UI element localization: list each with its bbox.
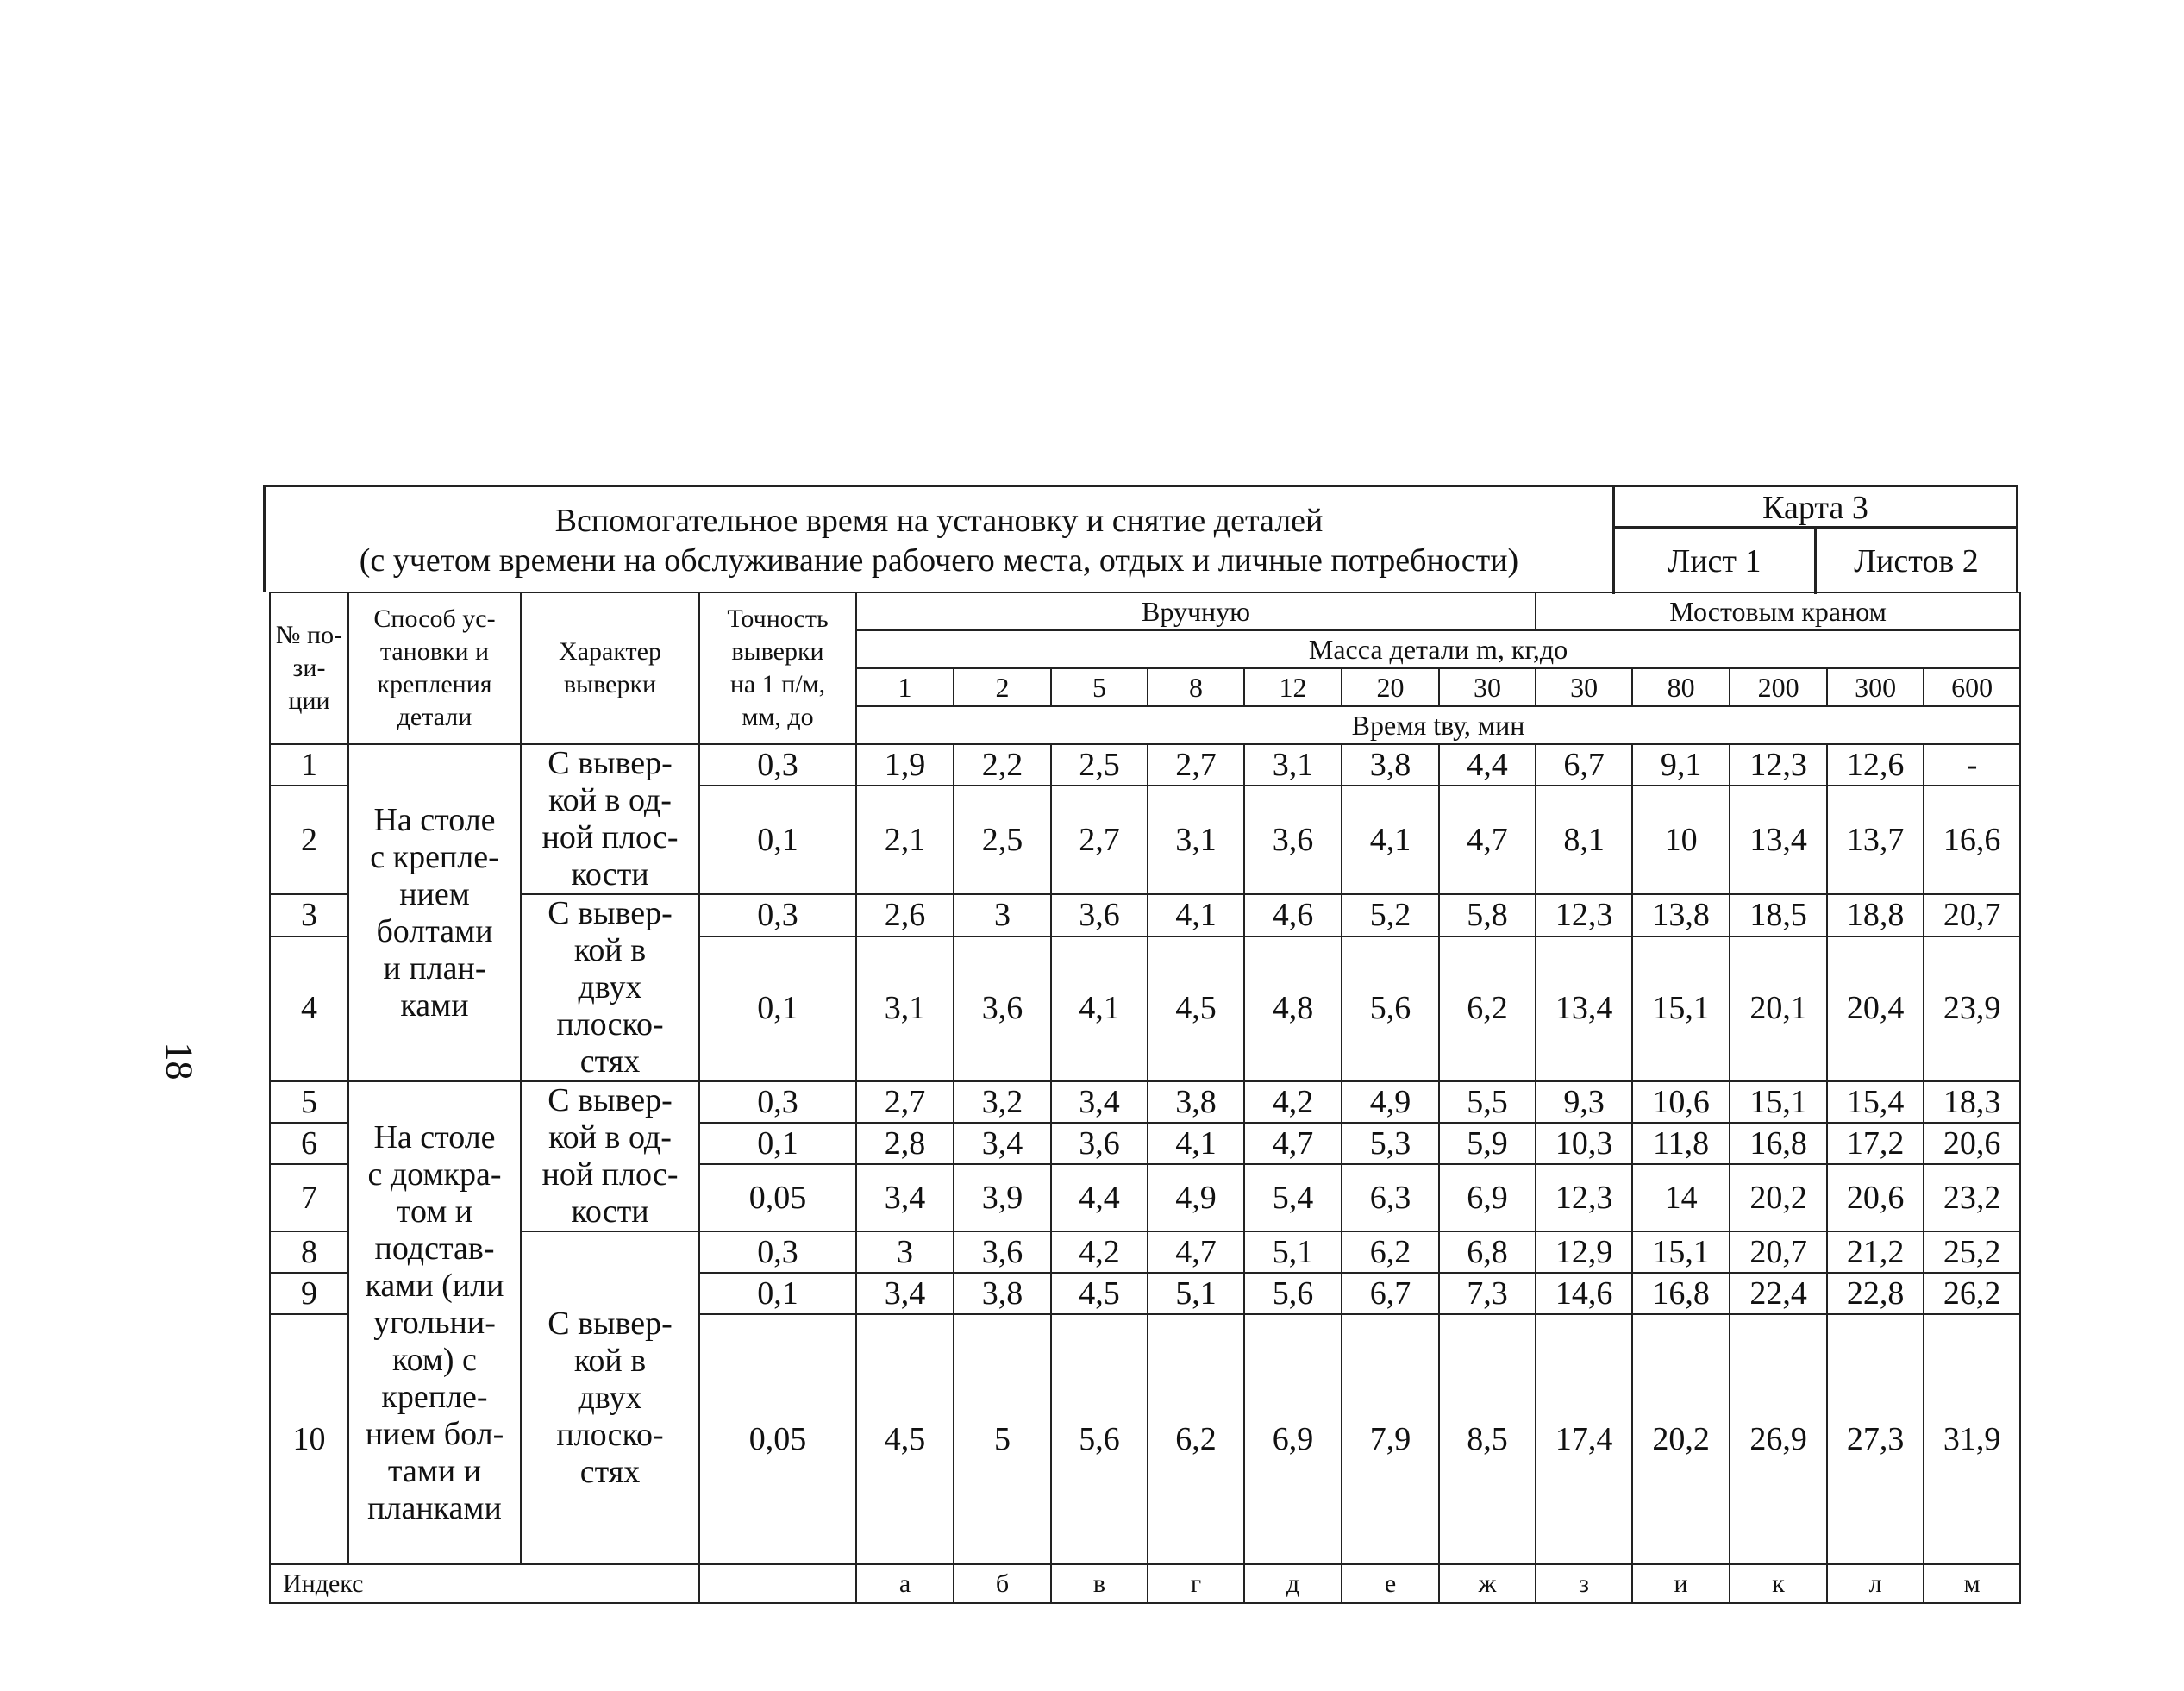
time-value-cell: 14: [1632, 1164, 1730, 1231]
position-cell: 6: [270, 1123, 348, 1164]
time-value-cell: 3,6: [1244, 786, 1342, 894]
time-value-cell: 15,1: [1632, 936, 1730, 1081]
index-letter-cell: м: [1924, 1564, 2020, 1603]
time-value-cell: 3: [954, 894, 1051, 936]
position-cell: 2: [270, 786, 348, 894]
index-letter-cell: и: [1632, 1564, 1730, 1603]
time-value-cell: 23,2: [1924, 1164, 2020, 1231]
time-value-cell: 5,4: [1244, 1164, 1342, 1231]
time-value-cell: 4,2: [1244, 1081, 1342, 1123]
accuracy-cell: 0,1: [699, 1123, 856, 1164]
index-letter-cell: г: [1148, 1564, 1244, 1603]
time-value-cell: 5,6: [1342, 936, 1439, 1081]
index-letter-cell: а: [856, 1564, 954, 1603]
time-value-cell: 15,1: [1730, 1081, 1827, 1123]
time-value-cell: 4,5: [1051, 1273, 1148, 1314]
time-value-cell: 16,8: [1632, 1273, 1730, 1314]
time-value-cell: 21,2: [1827, 1231, 1924, 1273]
position-cell: 3: [270, 894, 348, 936]
accuracy-cell: 0,1: [699, 786, 856, 894]
accuracy-cell: 0,1: [699, 1273, 856, 1314]
time-value-cell: 4,7: [1148, 1231, 1244, 1273]
method-cell: На столе с домкра- том и подстав- ками (или угольни- ком) с крепле- нием бол- тами и планками: [348, 1081, 521, 1564]
time-value-cell: 5,5: [1439, 1081, 1536, 1123]
time-value-cell: 6,2: [1439, 936, 1536, 1081]
mass-header-cell: 30: [1536, 668, 1632, 706]
time-value-cell: 6,8: [1439, 1231, 1536, 1273]
mass-header-cell: 200: [1730, 668, 1827, 706]
time-value-cell: 3,2: [954, 1081, 1051, 1123]
time-value-cell: 6,3: [1342, 1164, 1439, 1231]
time-value-cell: 3,8: [954, 1273, 1051, 1314]
time-value-cell: 27,3: [1827, 1314, 1924, 1564]
table-title: [266, 487, 1615, 594]
time-value-cell: 4,4: [1051, 1164, 1148, 1231]
table-row: [270, 1081, 2020, 1123]
col-header-method: Способ ус- тановки и крепления детали: [348, 592, 521, 744]
col-header-time: Время tву, мин: [856, 706, 2020, 744]
time-value-cell: 4,1: [1148, 894, 1244, 936]
alignment-cell: С вывер- кой в двух плоско- стях: [521, 894, 699, 1081]
time-value-cell: 26,2: [1924, 1273, 2020, 1314]
time-value-cell: 31,9: [1924, 1314, 2020, 1564]
time-value-cell: 8,1: [1536, 786, 1632, 894]
accuracy-cell: 0,3: [699, 1231, 856, 1273]
time-value-cell: 7,9: [1342, 1314, 1439, 1564]
time-value-cell: 6,9: [1439, 1164, 1536, 1231]
col-header-crane: Мостовым краном: [1536, 592, 2020, 630]
index-letter-cell: б: [954, 1564, 1051, 1603]
time-value-cell: 4,5: [1148, 936, 1244, 1081]
col-header-manual: Вручную: [856, 592, 1536, 630]
col-header-position: № по- зи- ции: [270, 592, 348, 744]
time-value-cell: 5,6: [1244, 1273, 1342, 1314]
index-letter-cell: ж: [1439, 1564, 1536, 1603]
index-letter-cell: д: [1244, 1564, 1342, 1603]
index-letter-cell: з: [1536, 1564, 1632, 1603]
alignment-cell: С вывер- кой в од- ной плос- кости: [521, 744, 699, 894]
time-value-cell: 16,6: [1924, 786, 2020, 894]
time-value-cell: 3,1: [1244, 744, 1342, 786]
time-value-cell: 6,7: [1536, 744, 1632, 786]
time-value-cell: 23,9: [1924, 936, 2020, 1081]
time-value-cell: 5,8: [1439, 894, 1536, 936]
time-value-cell: 5,6: [1051, 1314, 1148, 1564]
time-value-cell: 6,9: [1244, 1314, 1342, 1564]
time-value-cell: 5,9: [1439, 1123, 1536, 1164]
mass-header-cell: 600: [1924, 668, 2020, 706]
accuracy-cell: 0,3: [699, 894, 856, 936]
time-value-cell: 12,6: [1827, 744, 1924, 786]
time-value-cell: 2,1: [856, 786, 954, 894]
time-value-cell: 5,1: [1244, 1231, 1342, 1273]
accuracy-cell: 0,05: [699, 1164, 856, 1231]
time-value-cell: 2,5: [954, 786, 1051, 894]
mass-header-cell: 12: [1244, 668, 1342, 706]
index-empty-cell: [699, 1564, 856, 1603]
time-value-cell: 2,7: [856, 1081, 954, 1123]
time-value-cell: 4,7: [1244, 1123, 1342, 1164]
time-value-cell: 3,8: [1148, 1081, 1244, 1123]
card-info: [1615, 487, 2016, 594]
time-value-cell: 6,2: [1148, 1314, 1244, 1564]
time-value-cell: 18,8: [1827, 894, 1924, 936]
time-value-cell: 2,7: [1051, 786, 1148, 894]
time-value-cell: 9,1: [1632, 744, 1730, 786]
time-value-cell: 4,1: [1051, 936, 1148, 1081]
mass-header-cell: 300: [1827, 668, 1924, 706]
time-value-cell: 4,1: [1148, 1123, 1244, 1164]
time-value-cell: 4,6: [1244, 894, 1342, 936]
table-row: [270, 744, 2020, 786]
time-value-cell: 2,8: [856, 1123, 954, 1164]
index-letter-cell: е: [1342, 1564, 1439, 1603]
time-value-cell: 4,7: [1439, 786, 1536, 894]
time-value-cell: 20,7: [1924, 894, 2020, 936]
time-value-cell: 3,6: [1051, 1123, 1148, 1164]
time-value-cell: 3,6: [954, 1231, 1051, 1273]
time-value-cell: 3,8: [1342, 744, 1439, 786]
time-value-cell: 4,1: [1342, 786, 1439, 894]
col-header-alignment: Характер выверки: [521, 592, 699, 744]
time-value-cell: 3,1: [856, 936, 954, 1081]
title-line-2: (с учетом времени на обслуживание рабочего места, отдых и личные потребности): [359, 542, 1519, 579]
mass-header-cell: 1: [856, 668, 954, 706]
time-value-cell: 3,4: [1051, 1081, 1148, 1123]
index-letter-cell: в: [1051, 1564, 1148, 1603]
time-value-cell: 10,3: [1536, 1123, 1632, 1164]
time-value-cell: 10,6: [1632, 1081, 1730, 1123]
time-value-cell: 22,4: [1730, 1273, 1827, 1314]
accuracy-cell: 0,1: [699, 936, 856, 1081]
time-value-cell: 13,7: [1827, 786, 1924, 894]
time-value-cell: 12,9: [1536, 1231, 1632, 1273]
mass-header-cell: 2: [954, 668, 1051, 706]
time-value-cell: 13,8: [1632, 894, 1730, 936]
time-value-cell: 20,4: [1827, 936, 1924, 1081]
time-value-cell: 3,6: [1051, 894, 1148, 936]
time-value-cell: 4,8: [1244, 936, 1342, 1081]
time-value-cell: 20,7: [1730, 1231, 1827, 1273]
mass-header-cell: 80: [1632, 668, 1730, 706]
time-value-cell: 6,2: [1342, 1231, 1439, 1273]
time-value-cell: 18,5: [1730, 894, 1827, 936]
page-number: 18: [158, 1042, 201, 1080]
mass-header-cell: 5: [1051, 668, 1148, 706]
time-value-cell: 18,3: [1924, 1081, 2020, 1123]
time-value-cell: 13,4: [1536, 936, 1632, 1081]
method-cell: На столе с крепле- нием болтами и план- ками: [348, 744, 521, 1081]
time-value-cell: 15,1: [1632, 1231, 1730, 1273]
time-value-cell: 20,1: [1730, 936, 1827, 1081]
time-value-cell: 15,4: [1827, 1081, 1924, 1123]
time-value-cell: 2,5: [1051, 744, 1148, 786]
time-value-cell: 2,6: [856, 894, 954, 936]
time-value-cell: 3,1: [1148, 786, 1244, 894]
position-cell: 8: [270, 1231, 348, 1273]
time-value-cell: 7,3: [1439, 1273, 1536, 1314]
time-value-cell: 12,3: [1730, 744, 1827, 786]
time-value-cell: 5: [954, 1314, 1051, 1564]
time-value-cell: 11,8: [1632, 1123, 1730, 1164]
title-line-1: Вспомогательное время на установку и снятие деталей: [554, 503, 1324, 539]
time-value-cell: 8,5: [1439, 1314, 1536, 1564]
table-header: [263, 485, 2018, 592]
position-cell: 10: [270, 1314, 348, 1564]
time-value-cell: 20,6: [1924, 1123, 2020, 1164]
time-value-cell: 3,9: [954, 1164, 1051, 1231]
alignment-cell: С вывер- кой в од- ной плос- кости: [521, 1081, 699, 1231]
sheet-number: Лист 1: [1615, 529, 1817, 594]
card-number: Карта 3: [1615, 487, 2016, 529]
index-letter-cell: к: [1730, 1564, 1827, 1603]
index-row: [270, 1564, 2020, 1603]
time-value-cell: 20,6: [1827, 1164, 1924, 1231]
time-value-cell: 4,2: [1051, 1231, 1148, 1273]
time-value-cell: 1,9: [856, 744, 954, 786]
time-value-cell: 20,2: [1632, 1314, 1730, 1564]
time-value-cell: 4,9: [1342, 1081, 1439, 1123]
position-cell: 5: [270, 1081, 348, 1123]
accuracy-cell: 0,3: [699, 1081, 856, 1123]
time-value-cell: 2,7: [1148, 744, 1244, 786]
data-table: [269, 592, 2021, 1604]
time-value-cell: 2,2: [954, 744, 1051, 786]
time-value-cell: 5,2: [1342, 894, 1439, 936]
time-value-cell: 10: [1632, 786, 1730, 894]
position-cell: 4: [270, 936, 348, 1081]
time-value-cell: 9,3: [1536, 1081, 1632, 1123]
position-cell: 7: [270, 1164, 348, 1231]
time-value-cell: 12,3: [1536, 1164, 1632, 1231]
time-value-cell: 13,4: [1730, 786, 1827, 894]
time-value-cell: -: [1924, 744, 2020, 786]
time-value-cell: 3,4: [856, 1164, 954, 1231]
alignment-cell: С вывер- кой в двух плоско- стях: [521, 1231, 699, 1564]
time-value-cell: 3,4: [954, 1123, 1051, 1164]
time-value-cell: 3,6: [954, 936, 1051, 1081]
position-cell: 1: [270, 744, 348, 786]
time-value-cell: 6,7: [1342, 1273, 1439, 1314]
time-value-cell: 20,2: [1730, 1164, 1827, 1231]
time-value-cell: 22,8: [1827, 1273, 1924, 1314]
sheets-total: Листов 2: [1854, 543, 1979, 579]
table-row: [270, 1231, 2020, 1273]
accuracy-cell: 0,05: [699, 1314, 856, 1564]
mass-header-cell: 30: [1439, 668, 1536, 706]
time-value-cell: 3: [856, 1231, 954, 1273]
time-value-cell: 17,4: [1536, 1314, 1632, 1564]
time-value-cell: 26,9: [1730, 1314, 1827, 1564]
index-label: Индекс: [270, 1564, 699, 1603]
accuracy-cell: 0,3: [699, 744, 856, 786]
time-value-cell: 4,9: [1148, 1164, 1244, 1231]
time-value-cell: 25,2: [1924, 1231, 2020, 1273]
time-value-cell: 4,4: [1439, 744, 1536, 786]
col-header-accuracy: Точность выверки на 1 п/м, мм, до: [699, 592, 856, 744]
position-cell: 9: [270, 1273, 348, 1314]
table-row: [270, 894, 2020, 936]
time-value-cell: 16,8: [1730, 1123, 1827, 1164]
time-value-cell: 5,3: [1342, 1123, 1439, 1164]
mass-header-cell: 20: [1342, 668, 1439, 706]
time-value-cell: 14,6: [1536, 1273, 1632, 1314]
time-value-cell: 4,5: [856, 1314, 954, 1564]
index-letter-cell: л: [1827, 1564, 1924, 1603]
time-value-cell: 3,4: [856, 1273, 954, 1314]
mass-header-cell: 8: [1148, 668, 1244, 706]
time-value-cell: 17,2: [1827, 1123, 1924, 1164]
col-header-mass: Масса детали m, кг,до: [856, 630, 2020, 668]
time-value-cell: 5,1: [1148, 1273, 1244, 1314]
time-value-cell: 12,3: [1536, 894, 1632, 936]
